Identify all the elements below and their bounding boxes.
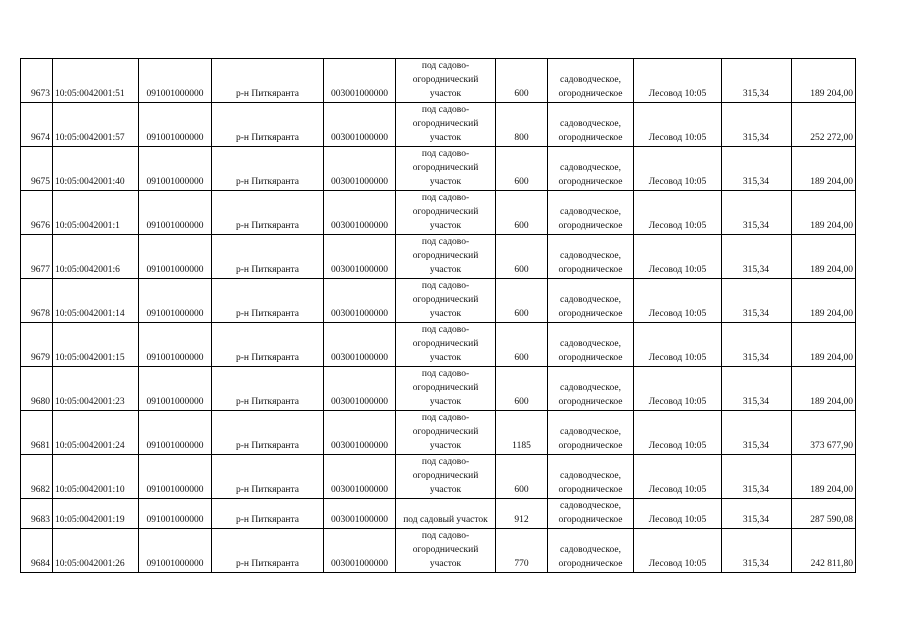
specific-value-cell: 315,34 [722,455,792,499]
plot-area-cell: 600 [496,235,548,279]
table-row [21,235,856,279]
valuation-zone-cell: Лесовод 10:05 [634,411,722,455]
plot-area-cell: 600 [496,455,548,499]
district-name-cell: р-н Питкяранта [212,367,324,411]
permitted-use-cell: под садово-огороднический участок [396,323,496,367]
cadastral-value-cell: 189 204,00 [792,191,856,235]
permitted-use-cell: под садовый участок [396,499,496,529]
cadastral-value-cell: 189 204,00 [792,367,856,411]
specific-value-cell: 315,34 [722,323,792,367]
cadastral-number-cell: 10:05:0042001:57 [53,103,139,147]
district-name-cell: р-н Питкяранта [212,529,324,573]
land-use-type-cell: садоводческое, огородническое [548,529,634,573]
specific-value-cell: 315,34 [722,411,792,455]
row-number-cell: 9678 [21,279,53,323]
plot-area-cell: 600 [496,367,548,411]
cadastral-number-cell: 10:05:0042001:26 [53,529,139,573]
row-number-cell: 9679 [21,323,53,367]
oktmo-code-cell: 091001000000 [139,279,212,323]
table-row [21,529,856,573]
cadastral-value-cell: 252 272,00 [792,103,856,147]
row-number-cell: 9682 [21,455,53,499]
row-number-cell: 9675 [21,147,53,191]
land-use-type-cell: садоводческое, огородническое [548,411,634,455]
specific-value-cell: 315,34 [722,59,792,103]
row-number-cell: 9676 [21,191,53,235]
row-number-cell: 9681 [21,411,53,455]
district-name-cell: р-н Питкяранта [212,235,324,279]
land-use-type-cell: садоводческое, огородническое [548,59,634,103]
land-plots-table [20,58,856,573]
valuation-zone-cell: Лесовод 10:05 [634,191,722,235]
cadastral-number-cell: 10:05:0042001:15 [53,323,139,367]
oktmo-code-cell: 091001000000 [139,147,212,191]
cadastral-value-cell: 189 204,00 [792,147,856,191]
valuation-zone-cell: Лесовод 10:05 [634,367,722,411]
specific-value-cell: 315,34 [722,103,792,147]
district-name-cell: р-н Питкяранта [212,455,324,499]
row-number-cell: 9683 [21,499,53,529]
cadastral-number-cell: 10:05:0042001:24 [53,411,139,455]
land-use-type-cell: садоводческое, огородническое [548,455,634,499]
cadastral-value-cell: 242 811,80 [792,529,856,573]
settlement-code-cell: 003001000000 [324,323,396,367]
land-use-type-cell: садоводческое, огородническое [548,235,634,279]
settlement-code-cell: 003001000000 [324,411,396,455]
valuation-zone-cell: Лесовод 10:05 [634,279,722,323]
specific-value-cell: 315,34 [722,499,792,529]
specific-value-cell: 315,34 [722,279,792,323]
oktmo-code-cell: 091001000000 [139,455,212,499]
cadastral-number-cell: 10:05:0042001:10 [53,455,139,499]
row-number-cell: 9684 [21,529,53,573]
table-row [21,147,856,191]
cadastral-number-cell: 10:05:0042001:6 [53,235,139,279]
permitted-use-cell: под садово-огороднический участок [396,279,496,323]
cadastral-value-cell: 373 677,90 [792,411,856,455]
valuation-zone-cell: Лесовод 10:05 [634,529,722,573]
cadastral-number-cell: 10:05:0042001:23 [53,367,139,411]
land-use-type-cell: садоводческое, огородническое [548,103,634,147]
settlement-code-cell: 003001000000 [324,367,396,411]
plot-area-cell: 600 [496,59,548,103]
cadastral-value-cell: 189 204,00 [792,323,856,367]
valuation-zone-cell: Лесовод 10:05 [634,499,722,529]
land-use-type-cell: садоводческое, огородническое [548,191,634,235]
permitted-use-cell: под садово-огороднический участок [396,529,496,573]
row-number-cell: 9680 [21,367,53,411]
permitted-use-cell: под садово-огороднический участок [396,191,496,235]
table-row [21,191,856,235]
oktmo-code-cell: 091001000000 [139,191,212,235]
table-body [21,59,856,573]
settlement-code-cell: 003001000000 [324,235,396,279]
permitted-use-cell: под садово-огороднический участок [396,367,496,411]
land-use-type-cell: садоводческое, огородническое [548,279,634,323]
specific-value-cell: 315,34 [722,191,792,235]
plot-area-cell: 912 [496,499,548,529]
cadastral-number-cell: 10:05:0042001:19 [53,499,139,529]
district-name-cell: р-н Питкяранта [212,411,324,455]
district-name-cell: р-н Питкяранта [212,147,324,191]
plot-area-cell: 600 [496,279,548,323]
table-row [21,411,856,455]
district-name-cell: р-н Питкяранта [212,103,324,147]
settlement-code-cell: 003001000000 [324,147,396,191]
cadastral-number-cell: 10:05:0042001:51 [53,59,139,103]
oktmo-code-cell: 091001000000 [139,103,212,147]
permitted-use-cell: под садово-огороднический участок [396,411,496,455]
table-row [21,455,856,499]
row-number-cell: 9673 [21,59,53,103]
land-use-type-cell: садоводческое, огородническое [548,323,634,367]
valuation-zone-cell: Лесовод 10:05 [634,323,722,367]
row-number-cell: 9674 [21,103,53,147]
row-number-cell: 9677 [21,235,53,279]
specific-value-cell: 315,34 [722,529,792,573]
table-row [21,367,856,411]
district-name-cell: р-н Питкяранта [212,59,324,103]
table-row [21,499,856,529]
cadastral-value-cell: 189 204,00 [792,455,856,499]
oktmo-code-cell: 091001000000 [139,323,212,367]
plot-area-cell: 770 [496,529,548,573]
settlement-code-cell: 003001000000 [324,191,396,235]
cadastral-value-cell: 287 590,08 [792,499,856,529]
plot-area-cell: 600 [496,147,548,191]
district-name-cell: р-н Питкяранта [212,323,324,367]
valuation-zone-cell: Лесовод 10:05 [634,59,722,103]
cadastral-value-cell: 189 204,00 [792,235,856,279]
settlement-code-cell: 003001000000 [324,529,396,573]
oktmo-code-cell: 091001000000 [139,499,212,529]
oktmo-code-cell: 091001000000 [139,367,212,411]
settlement-code-cell: 003001000000 [324,103,396,147]
cadastral-number-cell: 10:05:0042001:40 [53,147,139,191]
table-row [21,59,856,103]
permitted-use-cell: под садово-огороднический участок [396,455,496,499]
plot-area-cell: 1185 [496,411,548,455]
district-name-cell: р-н Питкяранта [212,279,324,323]
settlement-code-cell: 003001000000 [324,455,396,499]
specific-value-cell: 315,34 [722,367,792,411]
district-name-cell: р-н Питкяранта [212,499,324,529]
district-name-cell: р-н Питкяранта [212,191,324,235]
valuation-zone-cell: Лесовод 10:05 [634,235,722,279]
land-use-type-cell: садоводческое, огородническое [548,147,634,191]
cadastral-number-cell: 10:05:0042001:1 [53,191,139,235]
table-row [21,323,856,367]
cadastral-value-cell: 189 204,00 [792,279,856,323]
permitted-use-cell: под садово-огороднический участок [396,59,496,103]
permitted-use-cell: под садово-огороднический участок [396,147,496,191]
oktmo-code-cell: 091001000000 [139,411,212,455]
settlement-code-cell: 003001000000 [324,279,396,323]
plot-area-cell: 600 [496,323,548,367]
valuation-zone-cell: Лесовод 10:05 [634,103,722,147]
oktmo-code-cell: 091001000000 [139,235,212,279]
land-use-type-cell: садоводческое, огородническое [548,367,634,411]
cadastral-value-cell: 189 204,00 [792,59,856,103]
specific-value-cell: 315,34 [722,147,792,191]
oktmo-code-cell: 091001000000 [139,529,212,573]
permitted-use-cell: под садово-огороднический участок [396,103,496,147]
plot-area-cell: 600 [496,191,548,235]
valuation-zone-cell: Лесовод 10:05 [634,455,722,499]
table-row [21,279,856,323]
table-row [21,103,856,147]
oktmo-code-cell: 091001000000 [139,59,212,103]
settlement-code-cell: 003001000000 [324,499,396,529]
permitted-use-cell: под садово-огороднический участок [396,235,496,279]
valuation-zone-cell: Лесовод 10:05 [634,147,722,191]
plot-area-cell: 800 [496,103,548,147]
cadastral-number-cell: 10:05:0042001:14 [53,279,139,323]
land-use-type-cell: садоводческое, огородническое [548,499,634,529]
settlement-code-cell: 003001000000 [324,59,396,103]
specific-value-cell: 315,34 [722,235,792,279]
